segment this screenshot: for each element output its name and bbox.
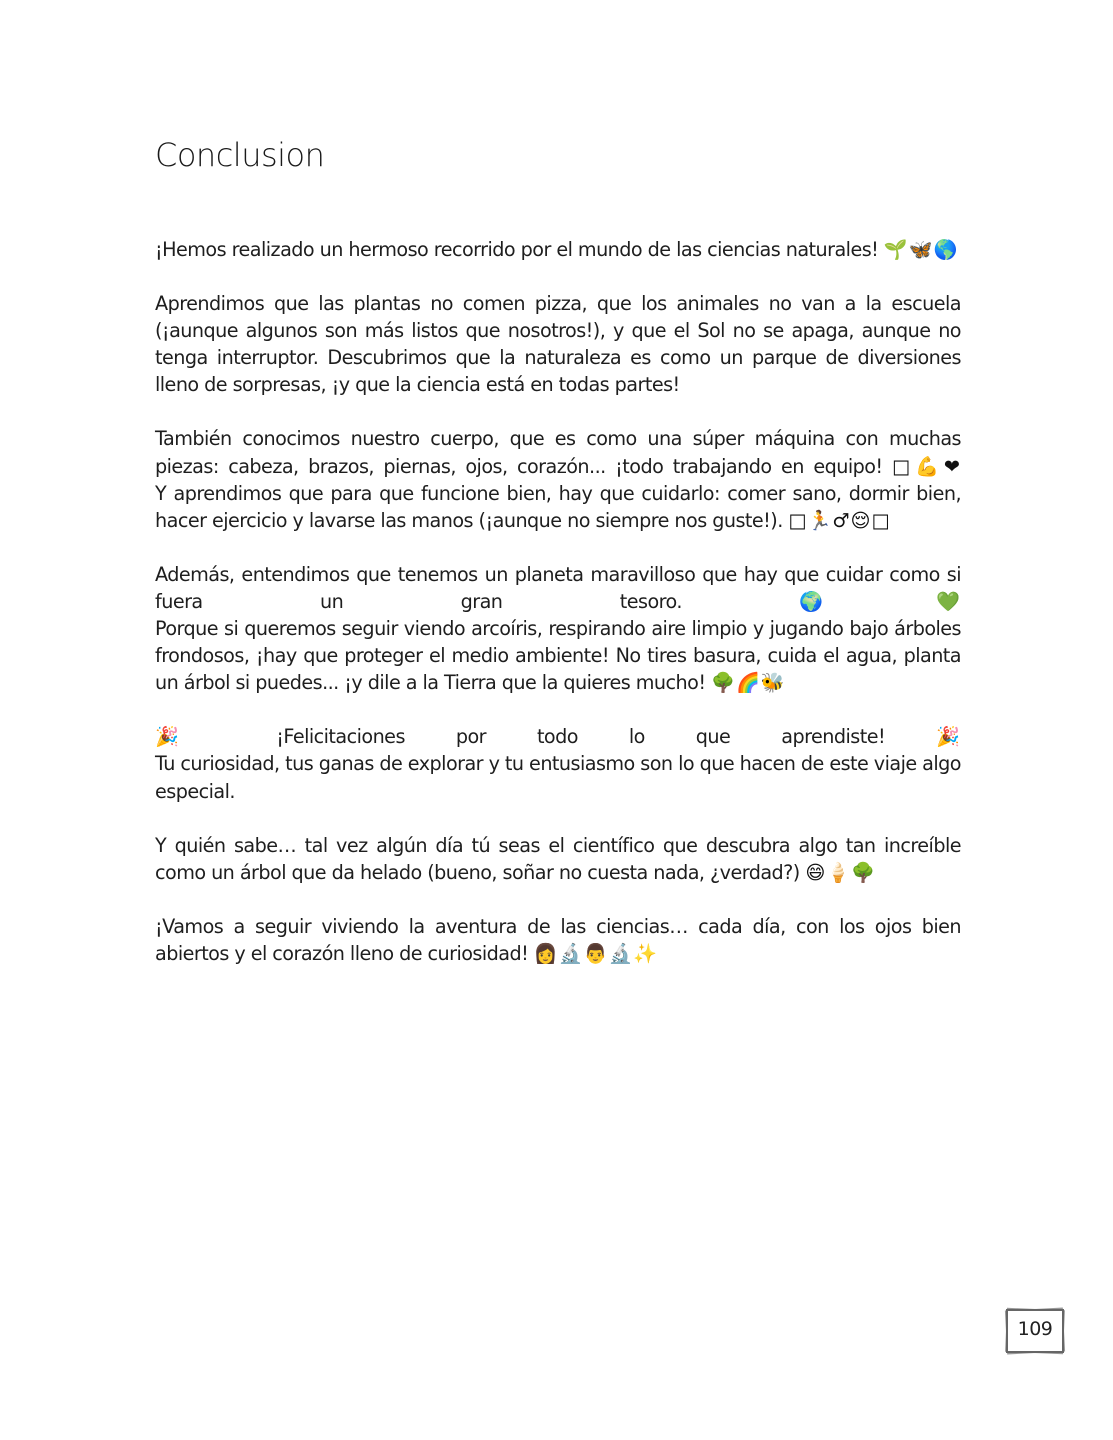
conclusion-body bbox=[155, 236, 961, 994]
flexed-biceps-heart-icon: □💪❤ bbox=[892, 454, 961, 478]
page-title: Conclusion bbox=[155, 136, 325, 174]
paragraph-line bbox=[155, 480, 961, 534]
grinning-face-ice-cream-tree-icon: 😄🍦🌳 bbox=[805, 860, 877, 884]
paragraph-text: Y aprendimos que para que funcione bien, hay que cuidarlo: comer sano, dormir bien, hacer ejercicio y lavarse las manos (¡aunque no siempre nos guste!). bbox=[155, 481, 961, 532]
paragraph-text: Aprendimos que las plantas no comen pizza, que los animales no van a la escuela (¡aunque algunos son más listos que nosotros!), y que el Sol no se apaga, aunque no tenga interruptor. Descubrimos que la naturaleza es como un parque de diversiones lleno de sorpresas, ¡y que la ciencia está en todas partes! bbox=[155, 292, 961, 397]
paragraph-learned bbox=[155, 290, 961, 398]
paragraph-line bbox=[155, 615, 961, 696]
paragraph-line bbox=[155, 723, 961, 750]
paragraph-scientist bbox=[155, 832, 961, 886]
paragraph-closing bbox=[155, 913, 961, 967]
globe-heart-icon: 🌍💚 bbox=[799, 589, 961, 613]
paragraph-planet bbox=[155, 561, 961, 696]
tree-rainbow-bee-icon: 🌳🌈🐝 bbox=[711, 671, 786, 695]
scientist-microscope-sparkles-icon: 👩🔬👨🔬✨ bbox=[533, 941, 659, 965]
paragraph-congratulations bbox=[155, 723, 961, 804]
paragraph-text: Además, entendimos que tenemos un planeta maravilloso que hay que cuidar como si fuera un gran tesoro. bbox=[155, 562, 961, 613]
paragraph-line bbox=[155, 750, 961, 804]
paragraph-intro bbox=[155, 236, 961, 263]
page-number-badge bbox=[1002, 1305, 1068, 1357]
paragraph-line bbox=[155, 561, 961, 615]
paragraph-text: ¡Hemos realizado un hermoso recorrido por el mundo de las ciencias naturales! bbox=[155, 238, 879, 261]
congratulations-text: ¡Felicitaciones por todo lo que aprendiste! bbox=[276, 725, 886, 749]
paragraph-text: ¡Vamos a seguir viviendo la aventura de las ciencias… cada día, con los ojos bien abiertos y el corazón lleno de curiosidad! bbox=[155, 914, 961, 965]
paragraph-text: Porque si queremos seguir viendo arcoíris, respirando aire limpio y jugando bajo árboles frondosos, ¡hay que proteger el medio ambiente! No tires basura, cuida el agua, planta un árbol si puedes... ¡y dile a la Tierra que la quieres mucho! bbox=[155, 617, 961, 695]
paragraph-body bbox=[155, 425, 961, 533]
page-number: 109 bbox=[1017, 1318, 1053, 1340]
paragraph-text: También conocimos nuestro cuerpo, que es como una súper máquina con muchas piezas: cabeza, brazos, piernas, ojos, corazón... ¡todo trabajando en equipo! bbox=[155, 427, 961, 478]
party-popper-icon: 🎉 bbox=[936, 725, 961, 749]
running-person-relieved-face-icon: □🏃♂😌□ bbox=[788, 508, 891, 532]
party-popper-icon: 🎉 bbox=[155, 725, 226, 749]
seedling-butterfly-globe-icon: 🌱🦋🌎 bbox=[883, 238, 959, 261]
paragraph-line bbox=[155, 425, 961, 479]
paragraph-text: Tu curiosidad, tus ganas de explorar y tu entusiasmo son lo que hacen de este viaje algo especial. bbox=[155, 752, 961, 803]
paragraph-text: Y quién sabe… tal vez algún día tú seas el científico que descubra algo tan increíble como un árbol que da helado (bueno, soñar no cuesta nada, ¿verdad?) bbox=[155, 833, 961, 884]
